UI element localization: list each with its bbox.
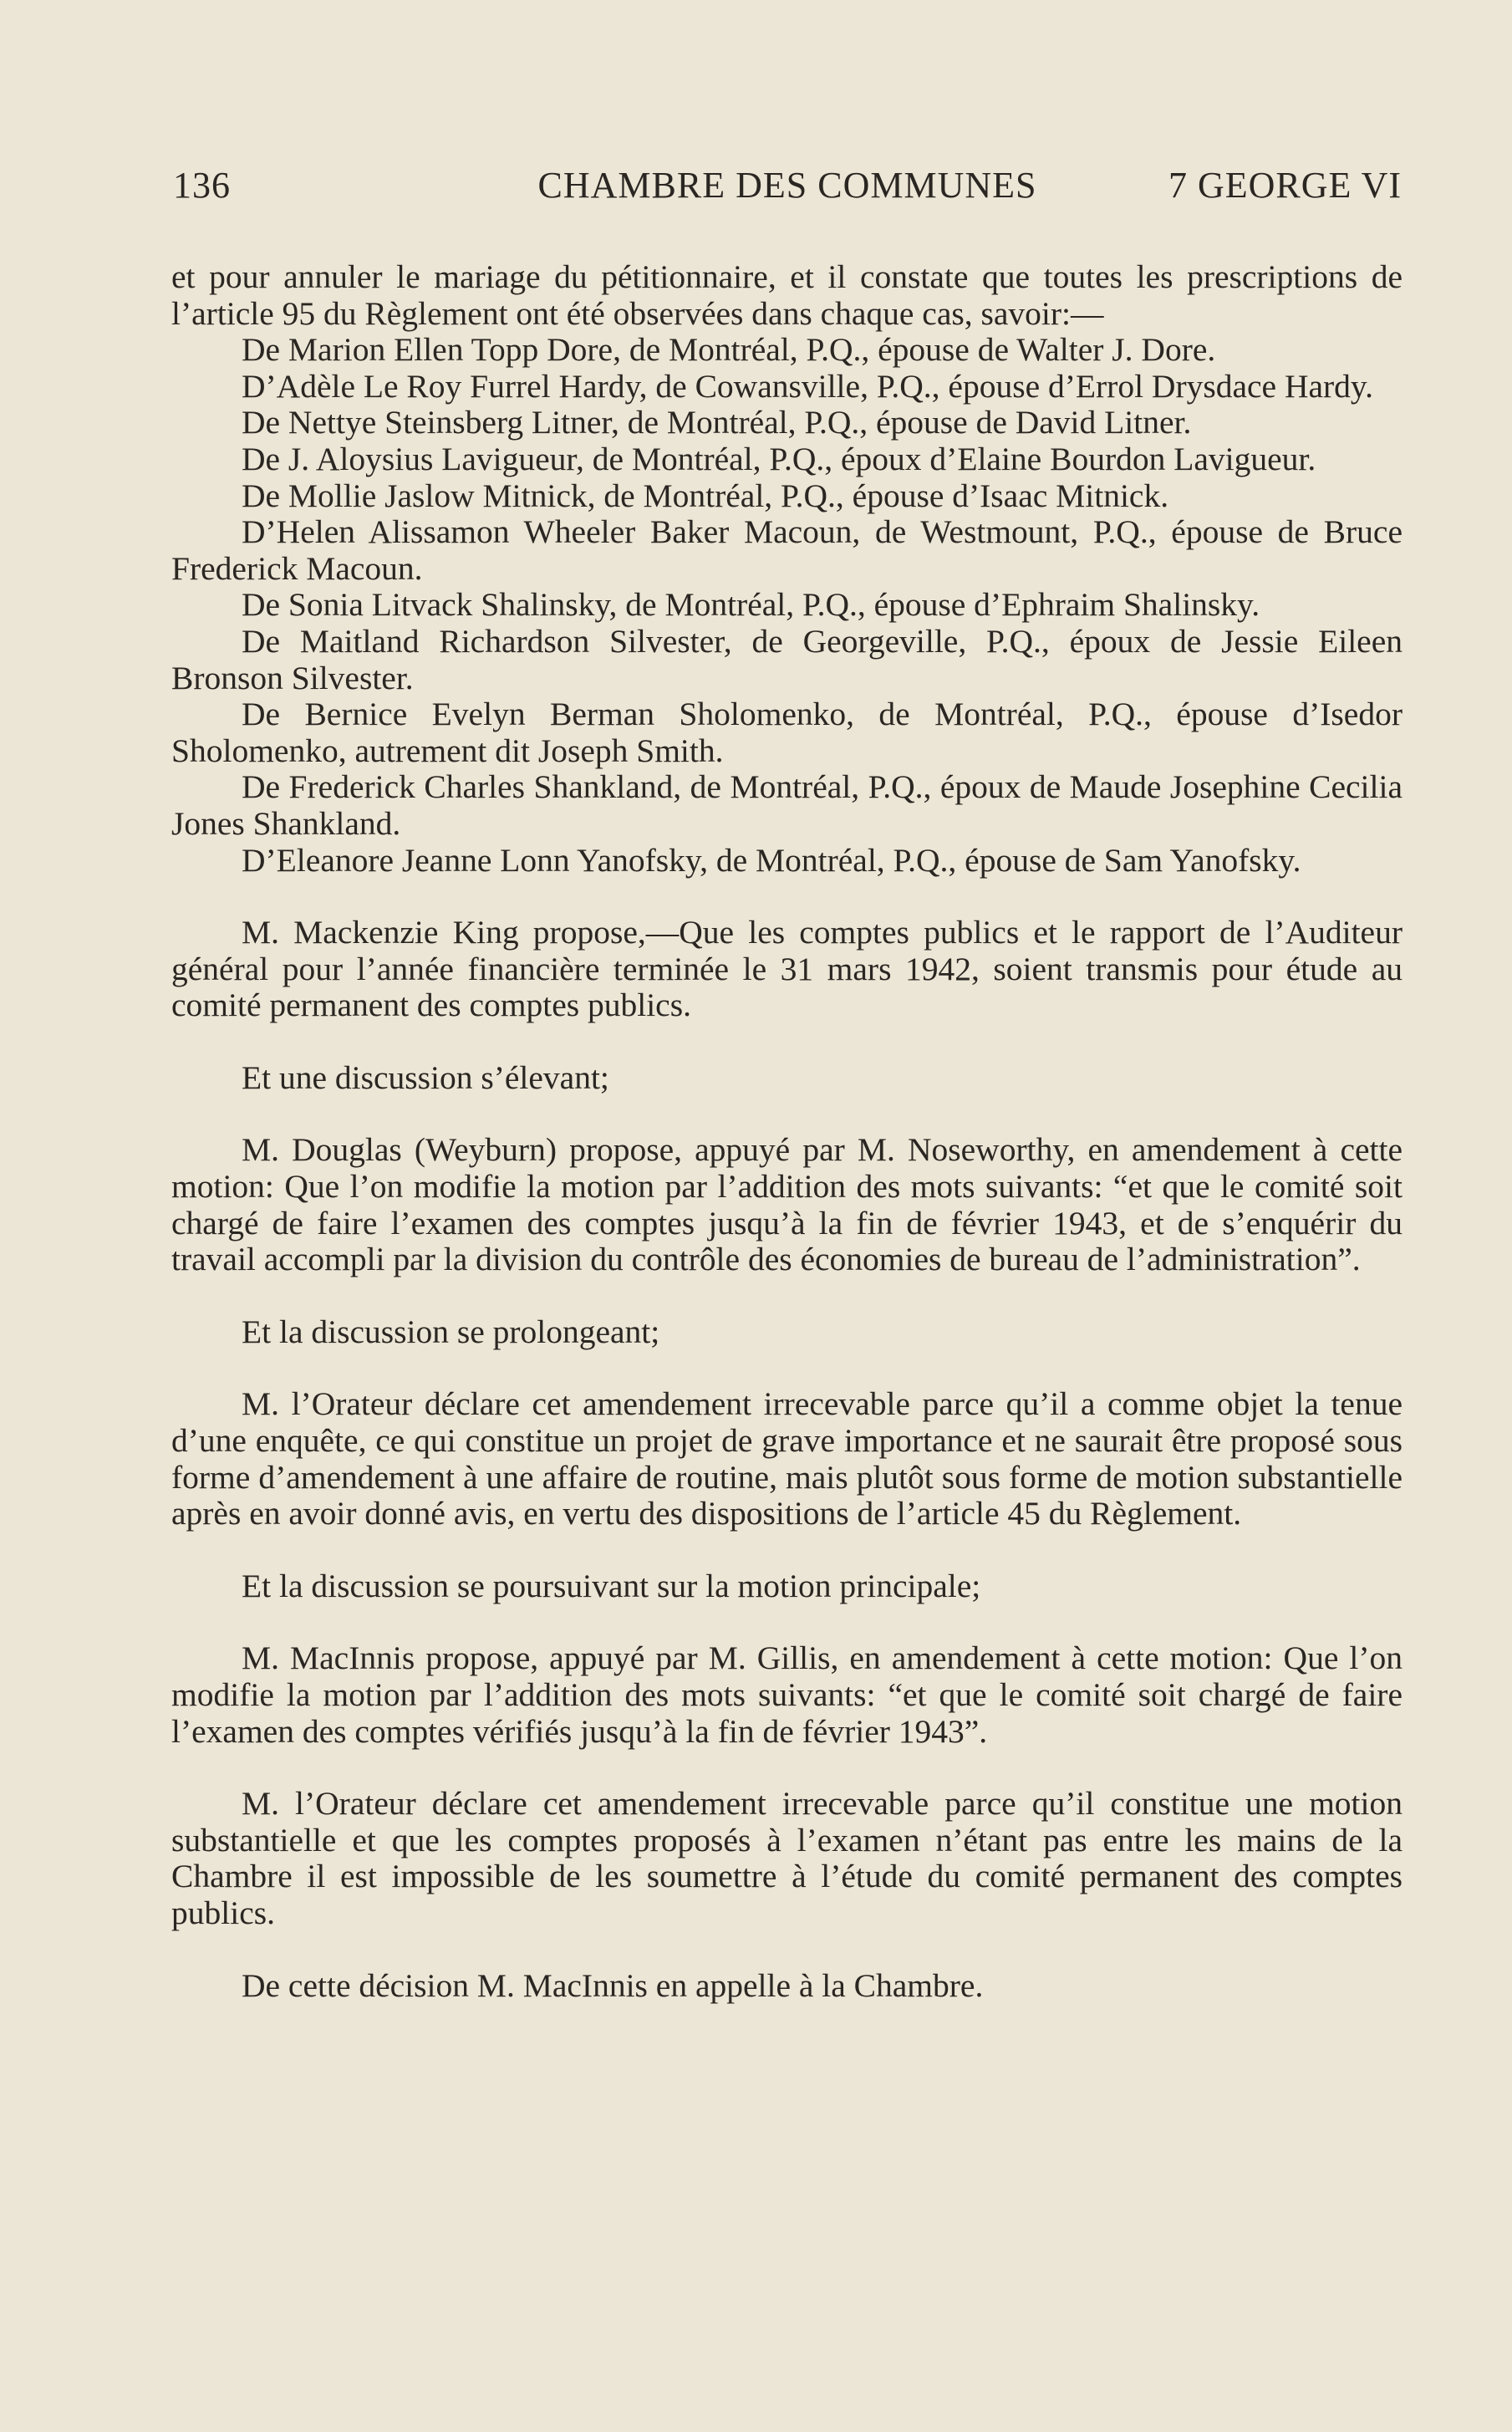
divorce-entry: D’Adèle Le Roy Furrel Hardy, de Cowansville, P.Q., épouse d’Errol Drysdace Hardy. [242, 367, 1373, 405]
amendment-paragraph: M. MacInnis propose, appuyé par M. Gillis, en amendement à cette motion: Que l’on modifie la motion par l’addition des mots suivants: “et que le comité soit chargé de faire l’examen des comptes vérifiés jusqu’à la fin de février 1943”. [171, 1639, 1403, 1750]
speaker-ruling: M. l’Orateur déclare cet amendement irrecevable parce qu’il constitue une motion substantielle et que les comptes proposés à l’examen n’étant pas entre les mains de la Chambre il est impossible de les soumettre à l’étude du comité permanent des comptes publics. [171, 1785, 1403, 1931]
page-number: 136 [173, 165, 231, 206]
speaker-ruling: M. l’Orateur déclare cet amendement irrecevable parce qu’il a comme objet la tenue d’une enquête, ce qui constitue un projet de grave importance et ne saurait être proposé sous forme d’amendement à une affaire de routine, mais plutôt sous forme de motion substantielle après en avoir donné avis, en vertu des dispositions de l’article 45 du Règlement. [171, 1385, 1403, 1532]
proceeding-note: Et une discussion s’élevant; [242, 1058, 609, 1096]
motion-paragraph: M. Mackenzie King propose,—Que les comptes publics et le rapport de l’Auditeur général pour l’année financière terminée le 31 mars 1942, soient transmis pour étude au comité permanent des comptes publics. [171, 914, 1403, 1024]
amendment-paragraph: M. Douglas (Weyburn) propose, appuyé par M. Noseworthy, en amendement à cette motion: Que l’on modifie la motion par l’addition des mots suivants: “et que le comité soit chargé de faire l’examen des comptes jusqu’à la fin de février 1943, et de s’enquérir du travail accompli par la division du contrôle des économies de bureau de l’administration”. [171, 1131, 1403, 1278]
divorce-entry: D’Helen Alissamon Wheeler Baker Macoun, de Westmount, P.Q., épouse de Bruce Frederick Macoun. [171, 513, 1403, 587]
reign-year: 7 GEORGE VI [1168, 165, 1402, 206]
appeal-paragraph: De cette décision M. MacInnis en appelle à la Chambre. [242, 1966, 984, 2004]
petition-intro: et pour annuler le mariage du pétitionnaire, et il constate que toutes les prescriptions de l’article 95 du Règlement ont été observées dans chaque cas, savoir:— [171, 258, 1403, 332]
divorce-entry: De Bernice Evelyn Berman Sholomenko, de Montréal, P.Q., épouse d’Isedor Sholomenko, autrement dit Joseph Smith. [171, 696, 1403, 769]
running-title: CHAMBRE DES COMMUNES [537, 165, 1037, 206]
divorce-entry: De Maitland Richardson Silvester, de Georgeville, P.Q., époux de Jessie Eileen Bronson Silvester. [171, 622, 1403, 696]
divorce-entry: De Marion Ellen Topp Dore, de Montréal, P.Q., épouse de Walter J. Dore. [242, 331, 1216, 369]
divorce-entry: De Nettye Steinsberg Litner, de Montréal, P.Q., épouse de David Litner. [242, 404, 1192, 441]
divorce-entry: D’Eleanore Jeanne Lonn Yanofsky, de Montréal, P.Q., épouse de Sam Yanofsky. [242, 841, 1301, 879]
proceeding-note: Et la discussion se prolongeant; [242, 1313, 660, 1350]
divorce-entry: De Sonia Litvack Shalinsky, de Montréal, P.Q., épouse d’Ephraim Shalinsky. [242, 586, 1260, 624]
divorce-entry: De Mollie Jaslow Mitnick, de Montréal, P.Q., épouse d’Isaac Mitnick. [242, 477, 1169, 514]
divorce-entry: De Frederick Charles Shankland, de Montréal, P.Q., époux de Maude Josephine Cecilia Jones Shankland. [171, 768, 1403, 842]
divorce-entry: De J. Aloysius Lavigueur, de Montréal, P.Q., époux d’Elaine Bourdon Lavigueur. [242, 440, 1316, 477]
proceeding-note: Et la discussion se poursuivant sur la motion principale; [242, 1567, 981, 1604]
document-body [171, 259, 1403, 2004]
